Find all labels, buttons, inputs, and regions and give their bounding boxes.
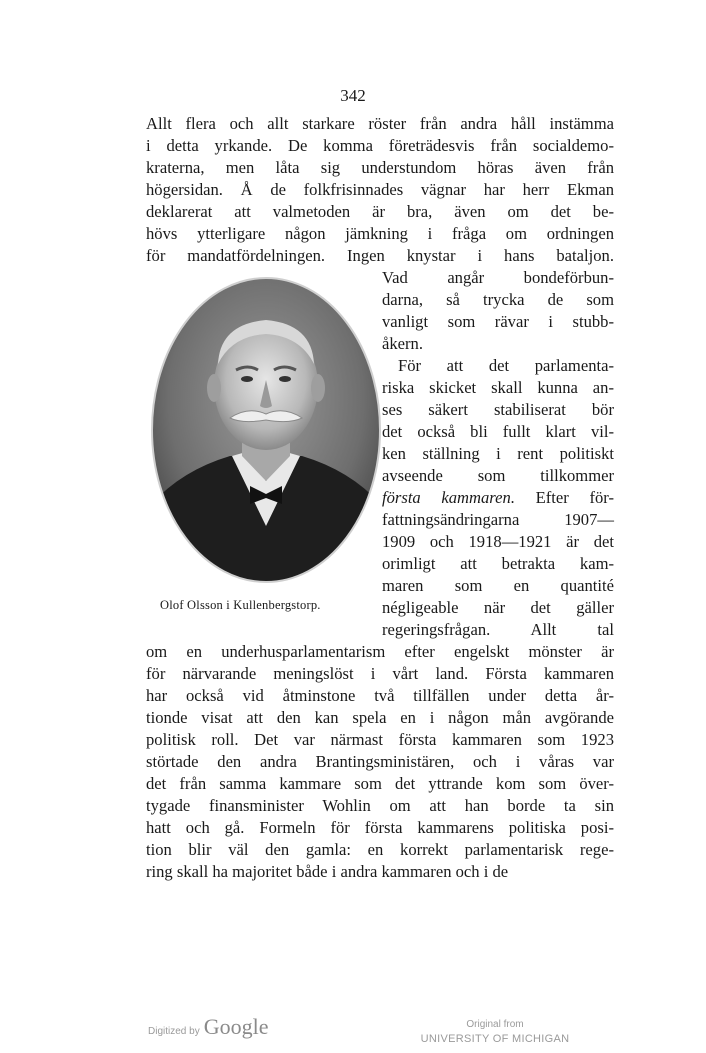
text-line: det från samma kammare som det yttrande kom som över-	[146, 774, 614, 793]
text-line: hatt och gå. Formeln för första kammarens politiska posi-	[146, 818, 614, 837]
text-line: om en underhusparlamentarism efter engelskt mönster är	[146, 642, 614, 661]
text-line: Allt flera och allt starkare röster från andra håll instämma	[146, 114, 614, 133]
google-logo: Google	[203, 1014, 269, 1039]
text-line: tygade finansminister Wohlin om att han borde ta sin	[146, 796, 614, 815]
text-line: högersidan. Å de folkfrisinnades vägnar har herr Ekman	[146, 180, 614, 199]
text-line: ken ställning i rent politiskt	[382, 444, 614, 463]
text-line: hövs ytterligare någon jämkning i fråga om ordningen	[146, 224, 614, 243]
digitized-by-label: Digitized by	[148, 1026, 200, 1037]
text-line: regeringsfrågan. Allt tal	[382, 620, 614, 639]
text-line: störtade den andra Brantingsministären, och i våras var	[146, 752, 614, 771]
text-line: i detta yrkande. De komma företrädesvis från socialdemo-	[146, 136, 614, 155]
original-from-label: Original from	[466, 1019, 524, 1030]
text-line: politisk roll. Det var närmast första kammaren som 1923	[146, 730, 614, 749]
text-line: För att det parlamenta-	[398, 356, 614, 375]
university-label: UNIVERSITY OF MICHIGAN	[420, 1033, 570, 1045]
portrait-caption: Olof Olsson i Kullenbergstorp.	[160, 598, 321, 612]
text-line: deklarerat att valmetoden är bra, även om det be-	[146, 202, 614, 221]
text-line: ring skall ha majoritet både i andra kammaren och i de	[146, 862, 509, 881]
text-line: kraterna, men låta sig understundom höras även från	[146, 158, 614, 177]
text-line: 1909 och 1918—1921 är det	[382, 532, 614, 551]
text-line: för mandatfördelningen. Ingen knystar i hans bataljon.	[146, 246, 614, 265]
text-line: fattningsändringarna 1907—	[382, 510, 614, 529]
text-line: tionde visat att den kan spela en i någon mån avgörande	[146, 708, 614, 727]
text-line: avseende som tillkommer	[382, 466, 614, 485]
digitized-by-watermark	[148, 1014, 268, 1040]
text-line: riska skicket skall kunna an-	[382, 378, 614, 397]
text-line: maren som en quantité	[382, 576, 614, 595]
text-line: Vad angår bondeförbun-	[382, 268, 614, 287]
text-line: tion blir väl den gamla: en korrekt parlamentarisk rege-	[146, 840, 614, 859]
portrait-photo	[150, 276, 382, 584]
text-line: för närvarande meningslöst i vårt land. Första kammaren	[146, 664, 614, 683]
original-from-watermark	[400, 1018, 590, 1046]
page-number: 342	[340, 86, 366, 105]
text-line: vanligt som rävar i stubb-	[382, 312, 614, 331]
text-line: åkern.	[382, 334, 423, 353]
text-line: négligeable när det gäller	[382, 598, 614, 617]
text-line-italic-phrase: första kammaren. Efter för-	[382, 488, 614, 507]
text-line: ses säkert stabiliserat bör	[382, 400, 614, 419]
italic-phrase: första kammaren.	[382, 488, 515, 507]
text-line: darna, så trycka de som	[382, 290, 614, 309]
text-line: det också bli fullt klart vil-	[382, 422, 614, 441]
text-line: har också vid åtminstone två tillfällen under detta år-	[146, 686, 614, 705]
text-line: orimligt att betrakta kam-	[382, 554, 614, 573]
